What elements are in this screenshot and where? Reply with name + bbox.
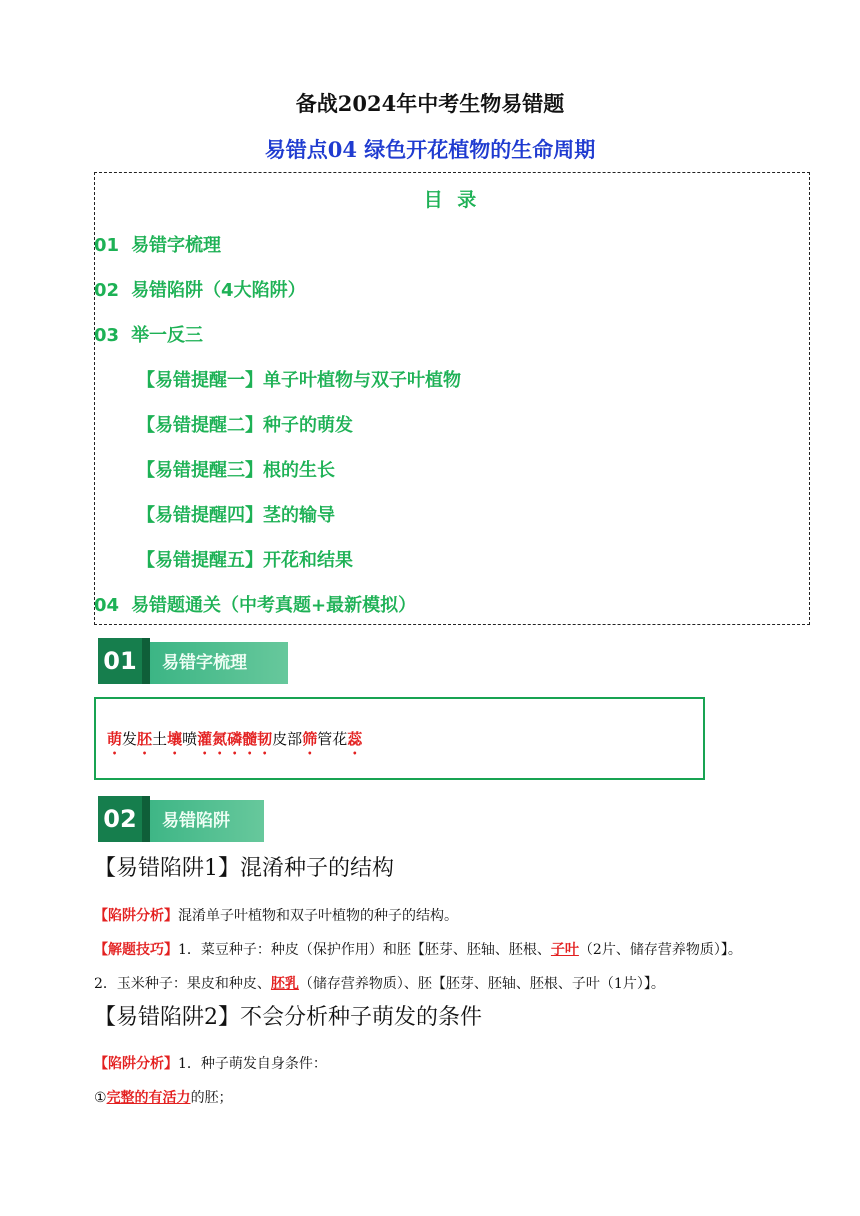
toc-item-number: 01: [94, 235, 120, 256]
section-badge: 01: [98, 638, 142, 684]
toc-item-label: 易错字梳理: [131, 235, 222, 256]
line-text: 2．玉米种子：果皮和种皮、: [94, 976, 271, 992]
toc-item-label: 【易错提醒一】单子叶植物与双子叶植物: [137, 370, 461, 391]
trap-1-title: 【易错陷阱1】混淆种子的结构: [94, 856, 394, 881]
normal-char: 管花: [317, 730, 348, 748]
toc-item-label: 【易错提醒二】种子的萌发: [137, 415, 353, 436]
error-char: 髓: [242, 730, 258, 748]
toc-item-label: 举一反三: [131, 325, 204, 346]
trap-2-title: 【易错陷阱2】不会分析种子萌发的条件: [94, 1005, 482, 1030]
section-label: 易错字梳理: [162, 653, 247, 673]
section-banner-01: [98, 642, 288, 684]
analysis-text: 混淆单子叶植物和双子叶植物的种子的结构。: [178, 908, 458, 924]
error-char: 韧: [257, 730, 273, 748]
toc-item-number: 02: [94, 280, 120, 301]
section-badge: 02: [98, 796, 142, 842]
normal-char: 皮部: [272, 730, 303, 748]
toc-item-label: 易错题通关（中考真题+最新模拟）: [131, 595, 417, 616]
analysis-tag: 【陷阱分析】: [94, 908, 178, 924]
toc-item-number: 04: [94, 595, 120, 616]
document-title: 备战2024年中考生物易错题: [295, 91, 565, 116]
line-text: ①: [94, 1090, 107, 1106]
tip-text-rest: （2片、储存营养物质）】。: [578, 942, 742, 958]
toc-subitem-2[interactable]: [137, 411, 353, 437]
trap-2-line-1: [94, 1087, 233, 1107]
error-words-line: [107, 728, 362, 758]
trap-2-analysis: [94, 1053, 327, 1073]
toc-item-number: 03: [94, 325, 120, 346]
toc-subitem-3[interactable]: [137, 456, 335, 482]
normal-char: 发: [122, 730, 138, 748]
toc-item-label: 【易错提醒五】开花和结果: [137, 550, 353, 571]
analysis-tag: 【陷阱分析】: [94, 1056, 178, 1072]
error-char: 萌: [107, 730, 123, 748]
toc-subitem-5[interactable]: [137, 546, 353, 572]
error-char: 氮: [212, 730, 228, 748]
trap-1-analysis: [94, 905, 458, 925]
toc-subitem-1[interactable]: [137, 366, 461, 392]
error-char: 壤: [167, 730, 183, 748]
error-char: 筛: [302, 730, 318, 748]
error-char: 蕊: [347, 730, 363, 748]
error-char: 磷: [227, 730, 243, 748]
toc-item-03[interactable]: [94, 321, 203, 347]
trap-1-tip: [94, 939, 742, 959]
toc-item-label: 【易错提醒三】根的生长: [137, 460, 335, 481]
toc-item-label: 【易错提醒四】茎的输导: [137, 505, 335, 526]
line-highlight: 完整的有活力: [106, 1090, 191, 1106]
trap-1-line-2: [94, 973, 665, 993]
toc-subitem-4[interactable]: [137, 501, 335, 527]
error-char: 灌: [197, 730, 213, 748]
tip-tag: 【解题技巧】: [94, 942, 178, 958]
toc-item-label: 易错陷阱（4大陷阱）: [131, 280, 306, 301]
toc-item-04[interactable]: [94, 591, 416, 617]
tip-text: 1．菜豆种子：种皮（保护作用）和胚【胚芽、胚轴、胚根、: [178, 942, 551, 958]
toc-heading: 目 录: [423, 189, 481, 211]
line-highlight: 胚乳: [270, 976, 299, 992]
line-text-rest: （储存营养物质）、胚【胚芽、胚轴、胚根、子叶（1片）】。: [298, 976, 665, 992]
line-text-rest: 的胚；: [190, 1090, 233, 1106]
normal-char: 喷: [182, 730, 198, 748]
document-subtitle: 易错点04 绿色开花植物的生命周期: [264, 137, 596, 162]
normal-char: 土: [152, 730, 168, 748]
tip-highlight: 子叶: [550, 942, 579, 958]
toc-item-02[interactable]: [94, 276, 306, 302]
error-char: 胚: [137, 730, 153, 748]
section-banner-02: [98, 800, 264, 842]
toc-item-01[interactable]: [94, 231, 221, 257]
section-label: 易错陷阱: [162, 811, 230, 831]
analysis-text: 1．种子萌发自身条件：: [178, 1056, 327, 1072]
